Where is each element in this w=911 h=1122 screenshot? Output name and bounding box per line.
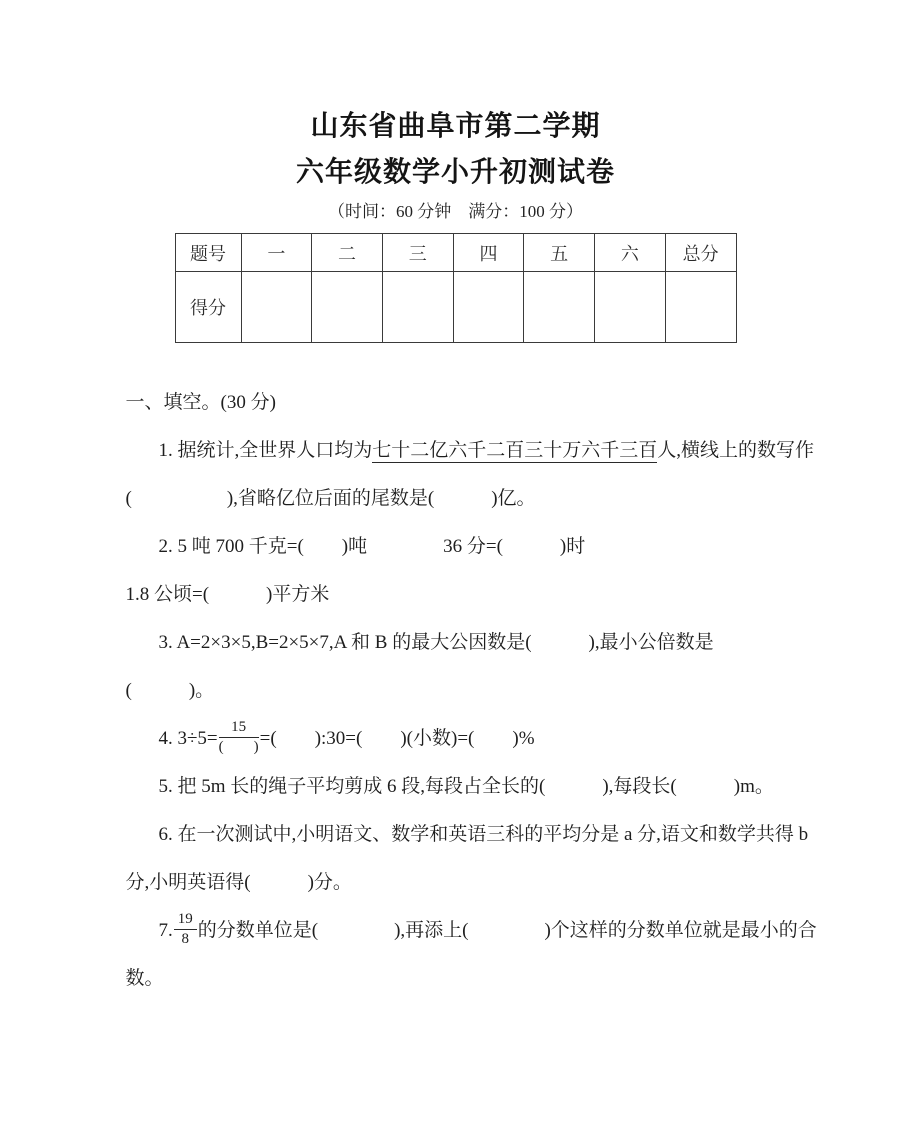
score-cell-empty (312, 272, 383, 343)
question-2-line-2: 1.8 公顷=( )平方米 (125, 584, 330, 605)
exam-time-score-info: （时间：60 分钟 满分：100 分） (328, 202, 583, 221)
question-4-text-post: =( ):30=( )(小数)=( )% (259, 728, 535, 749)
question-6-line-1: 6. 在一次测试中,小明语文、数学和英语三科的平均分是 a 分,语文和数学共得 b (158, 824, 809, 845)
page-content (125, 108, 817, 1003)
question-7-line-1 (126, 907, 817, 955)
score-row-label: 得分 (175, 272, 241, 343)
question-7-line-2: 数。 (125, 968, 164, 989)
score-table-cell-6: 六 (595, 234, 666, 272)
section-heading: 一、填空。(30 分) (125, 392, 276, 413)
fraction-denominator: 8 (181, 931, 189, 948)
score-cell-empty (382, 272, 453, 343)
score-cell-empty (241, 272, 312, 343)
score-table-score-row (175, 272, 736, 343)
fraction-19-over-8 (174, 911, 197, 949)
question-4-line (126, 715, 786, 763)
question-7-text-post: 的分数单位是( ),再添上( )个这样的分数单位就是最小的合 (197, 920, 817, 941)
score-table-cell-4: 四 (453, 234, 524, 272)
fraction-numerator: 19 (174, 911, 197, 930)
page-subtitle: 六年级数学小升初测试卷 (295, 156, 615, 187)
question-4-text-pre: 4. 3÷5= (158, 728, 218, 749)
score-table-header-row (175, 234, 736, 272)
score-cell-empty (665, 272, 736, 343)
question-3-line-1: 3. A=2×3×5,B=2×5×7,A 和 B 的最大公因数是( ),最小公倍数是 (158, 632, 714, 653)
page-title: 山东省曲阜市第二学期 (310, 110, 601, 141)
question-5-line: 5. 把 5m 长的绳子平均剪成 6 段,每段占全长的( ),每段长( )m。 (158, 776, 774, 797)
question-1-underlined-number: 七十二亿六千二百三十万六千三百 (372, 440, 658, 461)
score-table-cell-2: 二 (312, 234, 383, 272)
score-cell-empty (595, 272, 666, 343)
question-1-text-post: 人,横线上的数写作 (657, 440, 815, 461)
question-2-line-1: 2. 5 吨 700 千克=( )吨 36 分=( )时 (158, 536, 586, 557)
question-1-line-1 (126, 427, 815, 475)
question-1-text-pre: 1. 据统计,全世界人口均为 (158, 440, 373, 461)
score-cell-empty (453, 272, 524, 343)
fraction-15-over-blank (219, 719, 259, 757)
score-table (175, 233, 737, 343)
score-table-cell-5: 五 (524, 234, 595, 272)
score-table-cell-1: 一 (241, 234, 312, 272)
score-table-cell-total: 总分 (665, 234, 736, 272)
questions-body (125, 379, 817, 1003)
fraction-denominator: ( ) (218, 739, 259, 756)
fraction-numerator: 15 (219, 719, 259, 738)
score-table-cell-3: 三 (382, 234, 453, 272)
question-1-line-2: ( ),省略亿位后面的尾数是( )亿。 (125, 488, 536, 509)
score-cell-empty (524, 272, 595, 343)
question-7-number: 7. (158, 920, 173, 941)
score-table-cell-question-number: 题号 (175, 234, 241, 272)
question-6-line-2: 分,小明英语得( )分。 (125, 872, 352, 893)
question-3-line-2: ( )。 (125, 680, 215, 701)
